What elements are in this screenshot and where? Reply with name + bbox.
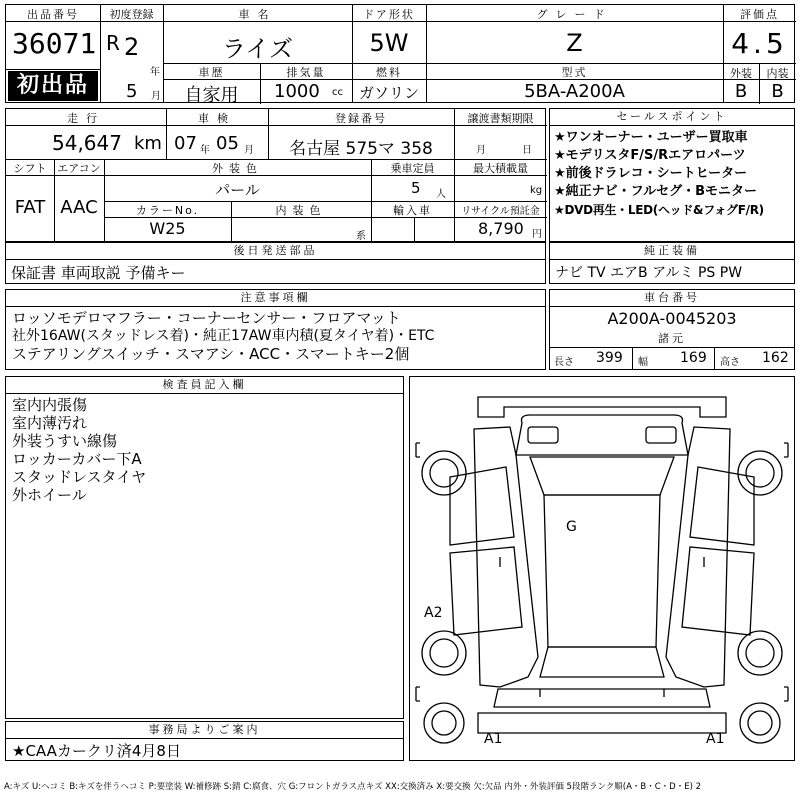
- car-diagram: [410, 377, 794, 760]
- inspect-year: 07: [174, 133, 197, 154]
- damage-mark-a1-left: A1: [484, 731, 503, 747]
- reg-month-unit: 月: [151, 91, 161, 102]
- office-box: [5, 721, 404, 761]
- height-label: 高さ: [720, 357, 740, 368]
- load-label: 最大積載量: [473, 162, 528, 175]
- transfer-day: 日: [522, 145, 532, 156]
- car-diagram-box: [409, 376, 795, 761]
- reg-month: 5: [126, 81, 138, 102]
- reg-label: 初度登録: [109, 8, 154, 21]
- height: 162: [762, 350, 789, 366]
- ext-color-label: 外装色: [212, 162, 263, 175]
- genuine-equip-box: [549, 242, 795, 284]
- plate: 名古屋 575マ 358: [289, 139, 433, 159]
- sales-point-item: ★前後ドラレコ・シートヒーター: [554, 166, 748, 181]
- caution-line: 社外16AW(スタッドレス着)・純正17AW車内積(夏タイヤ着)・ETC: [12, 328, 435, 344]
- sales-points-box: [549, 108, 795, 242]
- office-title: 事務局よりご案内: [6, 722, 403, 739]
- inspect-label: 車検: [198, 112, 236, 125]
- reg-year: 2: [124, 33, 140, 61]
- shift-label: シフト: [13, 162, 47, 175]
- caution-title: 注意事項欄: [6, 290, 545, 307]
- model: 5BA-A200A: [524, 81, 625, 102]
- grade: Z: [566, 29, 583, 57]
- inspect-month-unit: 月: [244, 145, 254, 156]
- caution-line: ステアリングスイッチ・スマアシ・ACC・スマートキー2個: [12, 345, 410, 363]
- disp-unit: cc: [332, 87, 343, 98]
- inspector-title: 検査員記入欄: [6, 377, 403, 394]
- legend-footer: A:キズ U:ヘコミ B:キズを伴うヘコミ P:要塗装 W:補修跡 S:錆 C:腐食、穴 G:フロントガラス点キズ XX:交換済み X:要交換 欠:欠品 内外・外装評価 5段階ランク順(A・B・C・D・E) 2: [4, 782, 702, 792]
- caution-box: [5, 289, 546, 370]
- name-label: 車名: [238, 8, 277, 21]
- ext-color: パール: [215, 181, 260, 199]
- damage-mark-g: G: [566, 519, 577, 535]
- later-parts-title: 後日発送部品: [6, 243, 545, 260]
- int-color-unit: 系: [356, 231, 366, 242]
- caution-line: ロッソモデロマフラー・コーナーセンサー・フロアマット: [12, 309, 401, 327]
- mileage-label: 走行: [67, 112, 105, 125]
- header-box: [5, 4, 795, 106]
- vehicle-info-box: [5, 108, 546, 242]
- transfer-month: 月: [476, 145, 486, 156]
- chassis-title: 車台番号: [550, 290, 794, 307]
- lot-number: 36071: [12, 27, 97, 60]
- fuel: ガソリン: [358, 84, 419, 102]
- specs-title: 諸元: [550, 331, 794, 348]
- lot-label: 出品番号: [27, 8, 79, 21]
- plate-label: 登録番号: [335, 112, 387, 125]
- recycle-unit: 円: [532, 229, 542, 240]
- mileage: 54,647: [52, 131, 122, 155]
- transfer-label: 譲渡書類期限: [467, 112, 534, 125]
- recycle-label: リサイクル預託金: [461, 206, 540, 217]
- inspector-line: ロッカーカバー下A: [12, 450, 142, 468]
- displacement: 1000: [274, 81, 320, 102]
- ext-label: 外装: [730, 67, 752, 80]
- model-label: 型式: [561, 66, 588, 79]
- length-label: 長さ: [554, 357, 574, 368]
- history-label: 車歴: [198, 66, 225, 79]
- sales-point-item: ★ワンオーナー・ユーザー買取車: [554, 130, 748, 145]
- sales-point-item: ★純正ナビ・フルセグ・Bモニター: [554, 184, 758, 199]
- import-label: 輸入車: [393, 204, 432, 217]
- sales-point-item: ★モデリスタF/S/Rエアロパーツ: [554, 148, 746, 163]
- damage-mark-a1-right: A1: [706, 731, 725, 747]
- inspector-line: 室内薄汚れ: [12, 414, 88, 432]
- sales-points-title: セールスポイント: [550, 109, 794, 126]
- load-unit: kg: [530, 185, 543, 196]
- door-type: 5W: [369, 29, 409, 57]
- ac: AAC: [60, 197, 98, 218]
- fuel-label: 燃料: [376, 66, 402, 79]
- inspector-line: 外装うすい線傷: [12, 432, 118, 450]
- first-listing-text: 初出品: [16, 73, 89, 98]
- color-no-label: カラーNo.: [135, 204, 200, 217]
- grade-label: グレード: [536, 8, 613, 21]
- int-color-label: 内装色: [275, 204, 327, 217]
- score-label: 評価点: [740, 8, 779, 21]
- score: 4.5: [731, 27, 788, 60]
- reg-year-unit: 年: [150, 67, 160, 78]
- color-no: W25: [149, 219, 186, 238]
- genuine-equip-title: 純正装備: [550, 243, 794, 260]
- capacity-label: 乗車定員: [390, 162, 435, 175]
- int-score: B: [771, 81, 784, 102]
- inspector-line: 外ホイール: [12, 486, 87, 504]
- width: 169: [680, 350, 707, 366]
- sales-point-item: ★DVD再生・LED(ヘッド&フォグF/R): [554, 203, 764, 217]
- later-parts-text: 保証書 車両取説 予備キー: [11, 264, 186, 282]
- office-text: ★CAAカークリ済4月8日: [12, 742, 181, 760]
- damage-mark-a2: A2: [424, 605, 443, 621]
- genuine-equip-text: ナビ TV エアB アルミ PS PW: [555, 265, 743, 281]
- shift: FAT: [14, 197, 46, 218]
- later-parts-box: [5, 242, 546, 284]
- car-name: ライズ: [221, 35, 294, 63]
- history: 自家用: [184, 85, 239, 106]
- mileage-unit: km: [134, 133, 162, 154]
- inspector-box: [5, 376, 404, 719]
- chassis-box: [549, 289, 795, 370]
- inspector-line: スタッドレスタイヤ: [12, 468, 147, 486]
- inspect-year-unit: 年: [200, 145, 210, 156]
- reg-era: R: [106, 31, 120, 55]
- length: 399: [596, 350, 623, 366]
- disp-label: 排気量: [286, 66, 326, 79]
- width-label: 幅: [638, 357, 648, 368]
- int-label: 内装: [766, 67, 789, 80]
- ac-label: エアコン: [57, 162, 101, 175]
- inspector-line: 室内内張傷: [12, 396, 88, 414]
- ext-score: B: [734, 81, 748, 102]
- capacity-unit: 人: [436, 189, 446, 200]
- door-label: ドア形状: [363, 8, 415, 21]
- capacity: 5: [411, 179, 421, 197]
- inspect-month: 05: [216, 133, 239, 154]
- chassis-number: A200A-0045203: [607, 309, 737, 328]
- recycle: 8,790: [478, 219, 524, 238]
